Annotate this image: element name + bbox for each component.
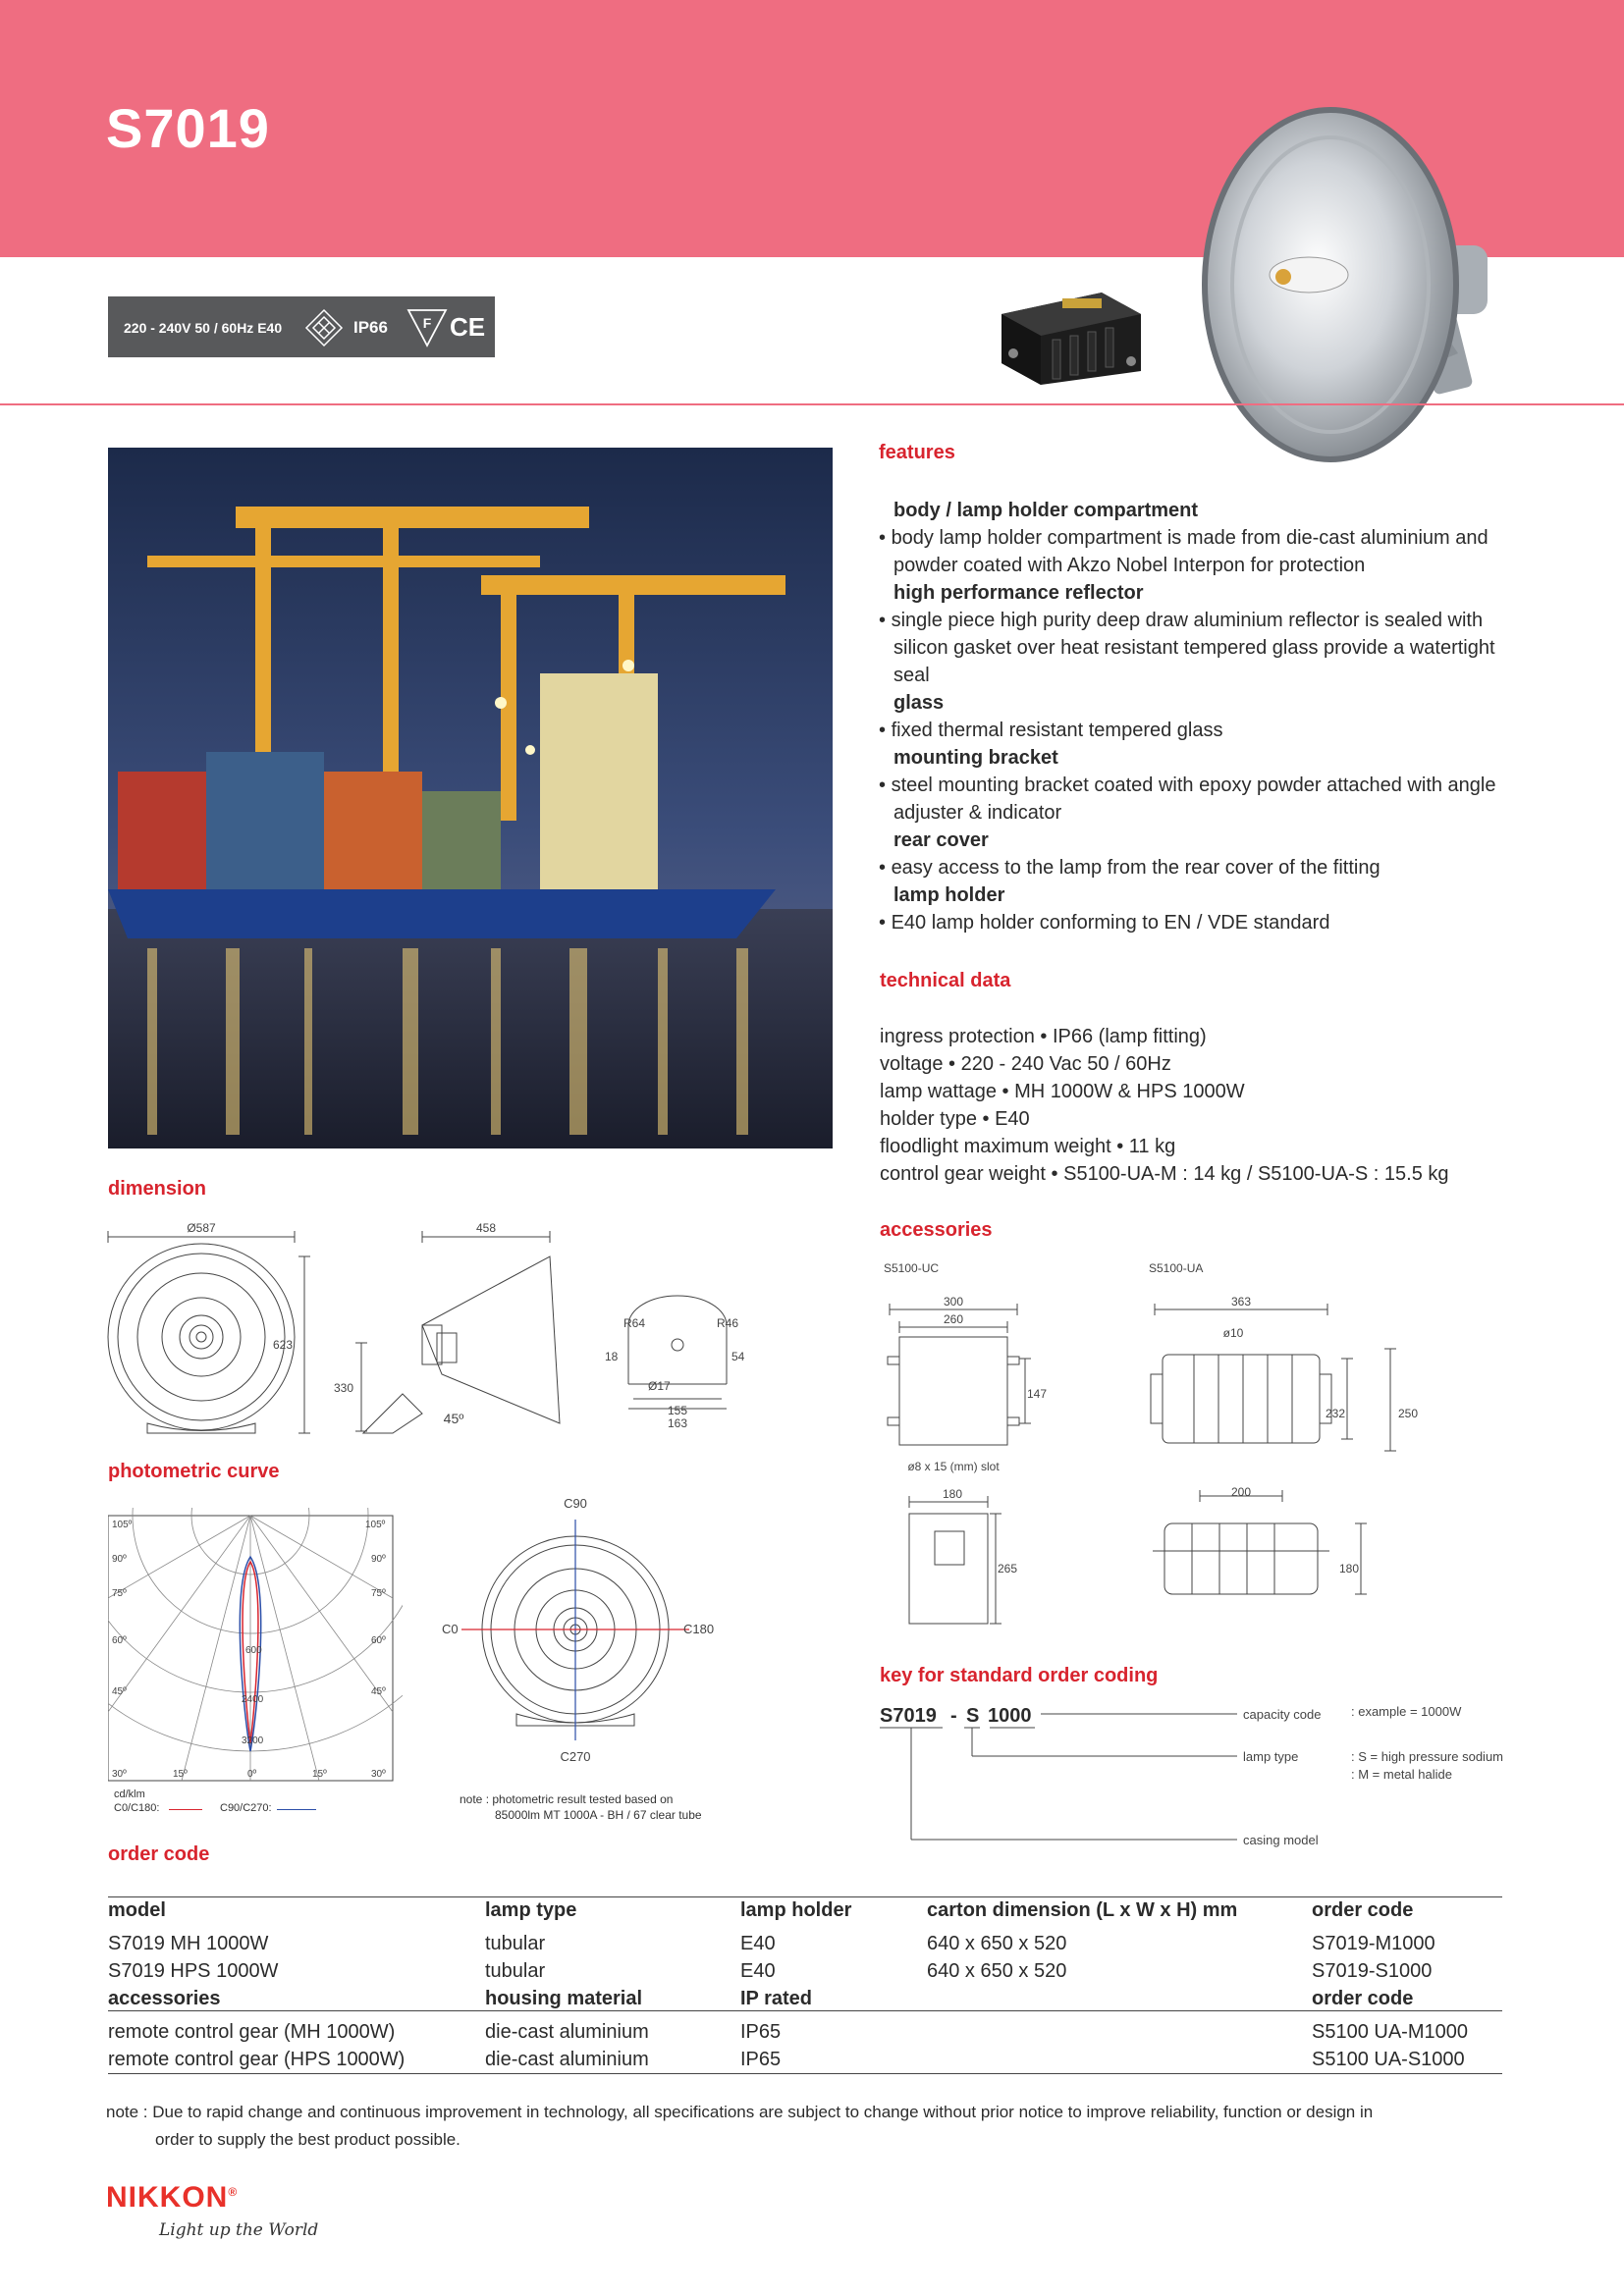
acc-dim: ø8 x 15 (mm) slot xyxy=(907,1460,1000,1473)
dim-label: R64 xyxy=(623,1316,646,1330)
tech-line: floodlight maximum weight • 11 kg xyxy=(880,1136,1176,1157)
acc-dim: 300 xyxy=(943,1295,964,1308)
angle-label: 15º xyxy=(173,1769,188,1780)
legend-c90-swatch xyxy=(277,1809,316,1810)
feature-title: body / lamp holder compartment xyxy=(893,500,1199,521)
control-gear-box-image xyxy=(994,275,1151,393)
dimension-drawing xyxy=(98,1217,805,1443)
table-row xyxy=(108,2018,1502,2046)
tech-line: lamp wattage • MH 1000W & HPS 1000W xyxy=(880,1081,1245,1102)
axis-label: C180 xyxy=(683,1622,715,1636)
spec-ip: IP66 xyxy=(353,318,388,337)
dim-label: 458 xyxy=(475,1221,497,1235)
legend-c90: C90/C270: xyxy=(220,1802,272,1814)
acc-name: S5100-UC xyxy=(884,1261,940,1275)
axis-label: C0 xyxy=(442,1622,459,1636)
tech-line: ingress protection • IP66 (lamp fitting) xyxy=(880,1026,1207,1047)
luminaire-plane-diagram xyxy=(432,1490,727,1775)
accessories-drawings xyxy=(880,1256,1430,1629)
angle-label: 30º xyxy=(112,1769,127,1780)
legend-c0: C0/C180: xyxy=(114,1802,160,1814)
dimension-heading: dimension xyxy=(108,1178,207,1200)
col-header: lamp holder xyxy=(740,1898,852,1921)
feature-title: rear cover xyxy=(893,829,989,851)
key-type-code: S xyxy=(966,1705,980,1727)
key-casing-label: casing model xyxy=(1243,1833,1319,1847)
feature-title: glass xyxy=(893,692,945,714)
key-lamp-type-s: : S = high pressure sodium xyxy=(1351,1749,1503,1764)
col-header: lamp type xyxy=(485,1898,577,1921)
cell: S7019 HPS 1000W xyxy=(108,1959,279,1982)
acc-dim: 265 xyxy=(998,1562,1018,1575)
key-lamp-type-label: lamp type xyxy=(1243,1749,1299,1764)
feature-title: lamp holder xyxy=(893,884,1005,906)
f-mark-triangle-icon xyxy=(406,306,448,347)
cell: IP65 xyxy=(740,2020,782,2043)
cell xyxy=(927,2046,1312,2073)
dim-label: 163 xyxy=(667,1416,688,1430)
spec-voltage: 220 - 240V 50 / 60Hz E40 xyxy=(124,320,283,336)
tech-line: voltage • 220 - 240 Vac 50 / 60Hz xyxy=(880,1053,1171,1075)
note-line-2: order to supply the best product possible. xyxy=(155,2130,460,2149)
ce-mark: CE xyxy=(450,312,486,342)
angle-label: 75º xyxy=(371,1588,386,1599)
cell: remote control gear (HPS 1000W) xyxy=(108,2048,406,2070)
angle-label: 105º xyxy=(365,1520,386,1530)
logo-text: NIKKON xyxy=(106,2181,229,2214)
feature-title: high performance reflector xyxy=(893,582,1144,604)
acc-dim: 147 xyxy=(1027,1387,1048,1401)
dim-label: 623 xyxy=(272,1338,293,1352)
cell: IP65 xyxy=(740,2048,782,2070)
floodlight-product-image xyxy=(1193,98,1527,471)
photometric-heading: photometric curve xyxy=(108,1461,280,1482)
acc-dim: 180 xyxy=(1338,1562,1359,1575)
registered-mark: ® xyxy=(228,2185,239,2199)
port-night-photo xyxy=(108,448,833,1148)
cell: die-cast aluminium xyxy=(485,2020,649,2043)
cell: tubular xyxy=(485,1959,546,1982)
angle-label: 0º xyxy=(247,1769,257,1780)
photometric-note: note : photometric result tested based on xyxy=(460,1792,674,1806)
col-header: IP rated xyxy=(740,1987,812,2009)
cell: die-cast aluminium xyxy=(485,2048,649,2070)
header-divider xyxy=(0,403,1624,405)
angle-label: 60º xyxy=(371,1635,386,1646)
feature-text: • steel mounting bracket coated with epoxy powder attached with angle adjuster & indicator xyxy=(879,772,1507,827)
acc-dim: 200 xyxy=(1230,1485,1252,1499)
table-header-row xyxy=(108,1896,1502,1924)
col-header: model xyxy=(108,1898,166,1921)
angle-label: 90º xyxy=(112,1554,127,1565)
feature-text: • easy access to the lamp from the rear cover of the fitting xyxy=(879,854,1507,881)
col-header: housing material xyxy=(485,1987,643,2009)
acc-name: S5100-UA xyxy=(1149,1261,1204,1275)
cell: 640 x 650 x 520 xyxy=(927,1932,1067,1954)
table-subheader-row xyxy=(108,1985,1502,2012)
key-capacity-code: 1000 xyxy=(988,1705,1032,1727)
table-rule-bottom xyxy=(108,2073,1502,2074)
logo-tagline: Light up the World xyxy=(159,2220,319,2240)
cell: S7019-M1000 xyxy=(1312,1932,1435,1954)
cell: remote control gear (MH 1000W) xyxy=(108,2020,396,2043)
angle-label: 15º xyxy=(312,1769,327,1780)
spec-bar xyxy=(108,296,495,357)
photometric-polar-chart xyxy=(108,1508,403,1783)
acc-dim: 260 xyxy=(943,1312,964,1326)
photometric-note-2: 85000lm MT 1000A - BH / 67 clear tube xyxy=(495,1808,702,1822)
cell: S7019 MH 1000W xyxy=(108,1932,269,1954)
technical-data-heading: technical data xyxy=(880,970,1011,991)
photometric-unit: cd/klm xyxy=(114,1789,145,1800)
dim-label: 155 xyxy=(667,1404,688,1417)
key-capacity-example: : example = 1000W xyxy=(1351,1704,1462,1719)
feature-text: • E40 lamp holder conforming to EN / VDE standard xyxy=(879,909,1507,936)
cell: 640 x 650 x 520 xyxy=(927,1959,1067,1982)
intensity-label: 3200 xyxy=(242,1735,264,1746)
tech-line: holder type • E40 xyxy=(880,1108,1030,1130)
order-code-heading: order code xyxy=(108,1843,210,1865)
technical-data-list xyxy=(880,1023,1449,1188)
key-model-code: S7019 xyxy=(880,1705,937,1727)
features-heading: features xyxy=(879,442,955,463)
key-lamp-type-m: : M = metal halide xyxy=(1351,1767,1452,1782)
f-mark-text: F xyxy=(422,315,432,331)
angle-label: 45º xyxy=(112,1686,127,1697)
dim-label: 45º xyxy=(443,1411,464,1426)
cell xyxy=(927,2018,1312,2046)
disclaimer-note xyxy=(106,2099,1520,2154)
key-capacity-label: capacity code xyxy=(1243,1707,1322,1722)
intensity-label: 2400 xyxy=(242,1694,264,1705)
feature-text: • body lamp holder compartment is made from die-cast aluminium and powder coated with Akzo Nobel Interpon for protection xyxy=(879,524,1507,579)
acc-dim: 250 xyxy=(1398,1407,1419,1420)
intensity-label: 600 xyxy=(245,1645,262,1656)
cell: S5100 UA-S1000 xyxy=(1312,2048,1465,2070)
col-header: order code xyxy=(1312,1898,1414,1921)
features-list xyxy=(879,497,1507,936)
legend-c0-swatch xyxy=(169,1809,202,1810)
acc-dim: 363 xyxy=(1230,1295,1252,1308)
order-key-diagram xyxy=(880,1692,1547,1859)
tech-line: control gear weight • S5100-UA-M : 14 kg / S5100-UA-S : 15.5 kg xyxy=(880,1163,1449,1185)
note-line-1: note : Due to rapid change and continuous improvement in technology, all specifications are subject to change without prior notice to improve reliability, function or design in xyxy=(106,2103,1374,2121)
acc-dim: 180 xyxy=(942,1487,963,1501)
col-header xyxy=(927,1985,1312,2012)
nikkon-logo xyxy=(106,2181,238,2215)
dim-label: R46 xyxy=(717,1316,739,1330)
acc-dim: ø10 xyxy=(1222,1326,1244,1340)
angle-label: 75º xyxy=(112,1588,127,1599)
table-row xyxy=(108,1957,1502,1985)
table-row xyxy=(108,2046,1502,2073)
feature-title: mounting bracket xyxy=(893,747,1058,769)
order-code-table xyxy=(108,1896,1502,2073)
cell: E40 xyxy=(740,1959,776,1982)
key-dash: - xyxy=(950,1705,957,1727)
order-key-heading: key for standard order coding xyxy=(880,1665,1159,1686)
table-row xyxy=(108,1930,1502,1957)
dim-label: Ø17 xyxy=(648,1379,671,1393)
feature-text: • fixed thermal resistant tempered glass xyxy=(879,717,1507,744)
angle-label: 30º xyxy=(371,1769,386,1780)
acc-dim: 232 xyxy=(1325,1407,1345,1420)
cell: S7019-S1000 xyxy=(1312,1959,1433,1982)
page-title: S7019 xyxy=(106,97,270,159)
angle-label: 45º xyxy=(371,1686,386,1697)
angle-label: 105º xyxy=(112,1520,133,1530)
cell: S5100 UA-M1000 xyxy=(1312,2020,1468,2043)
feature-text: • single piece high purity deep draw aluminium reflector is sealed with silicon gasket over heat resistant tempered glass provide a watertight seal xyxy=(879,607,1507,689)
cell: E40 xyxy=(740,1932,776,1954)
cell: tubular xyxy=(485,1932,546,1954)
angle-label: 90º xyxy=(371,1554,386,1565)
accessories-heading: accessories xyxy=(880,1219,993,1241)
axis-label: C90 xyxy=(564,1496,587,1511)
col-header: accessories xyxy=(108,1987,221,2009)
col-header: carton dimension (L x W x H) mm xyxy=(927,1898,1238,1921)
col-header: order code xyxy=(1312,1987,1414,2009)
axis-label: C270 xyxy=(560,1749,591,1764)
dim-label: 330 xyxy=(333,1381,354,1395)
dim-label: 18 xyxy=(605,1350,619,1363)
angle-label: 60º xyxy=(112,1635,127,1646)
class-ii-diamond-icon xyxy=(304,308,344,347)
dim-label: 54 xyxy=(731,1350,745,1363)
dim-label: Ø587 xyxy=(187,1221,216,1235)
